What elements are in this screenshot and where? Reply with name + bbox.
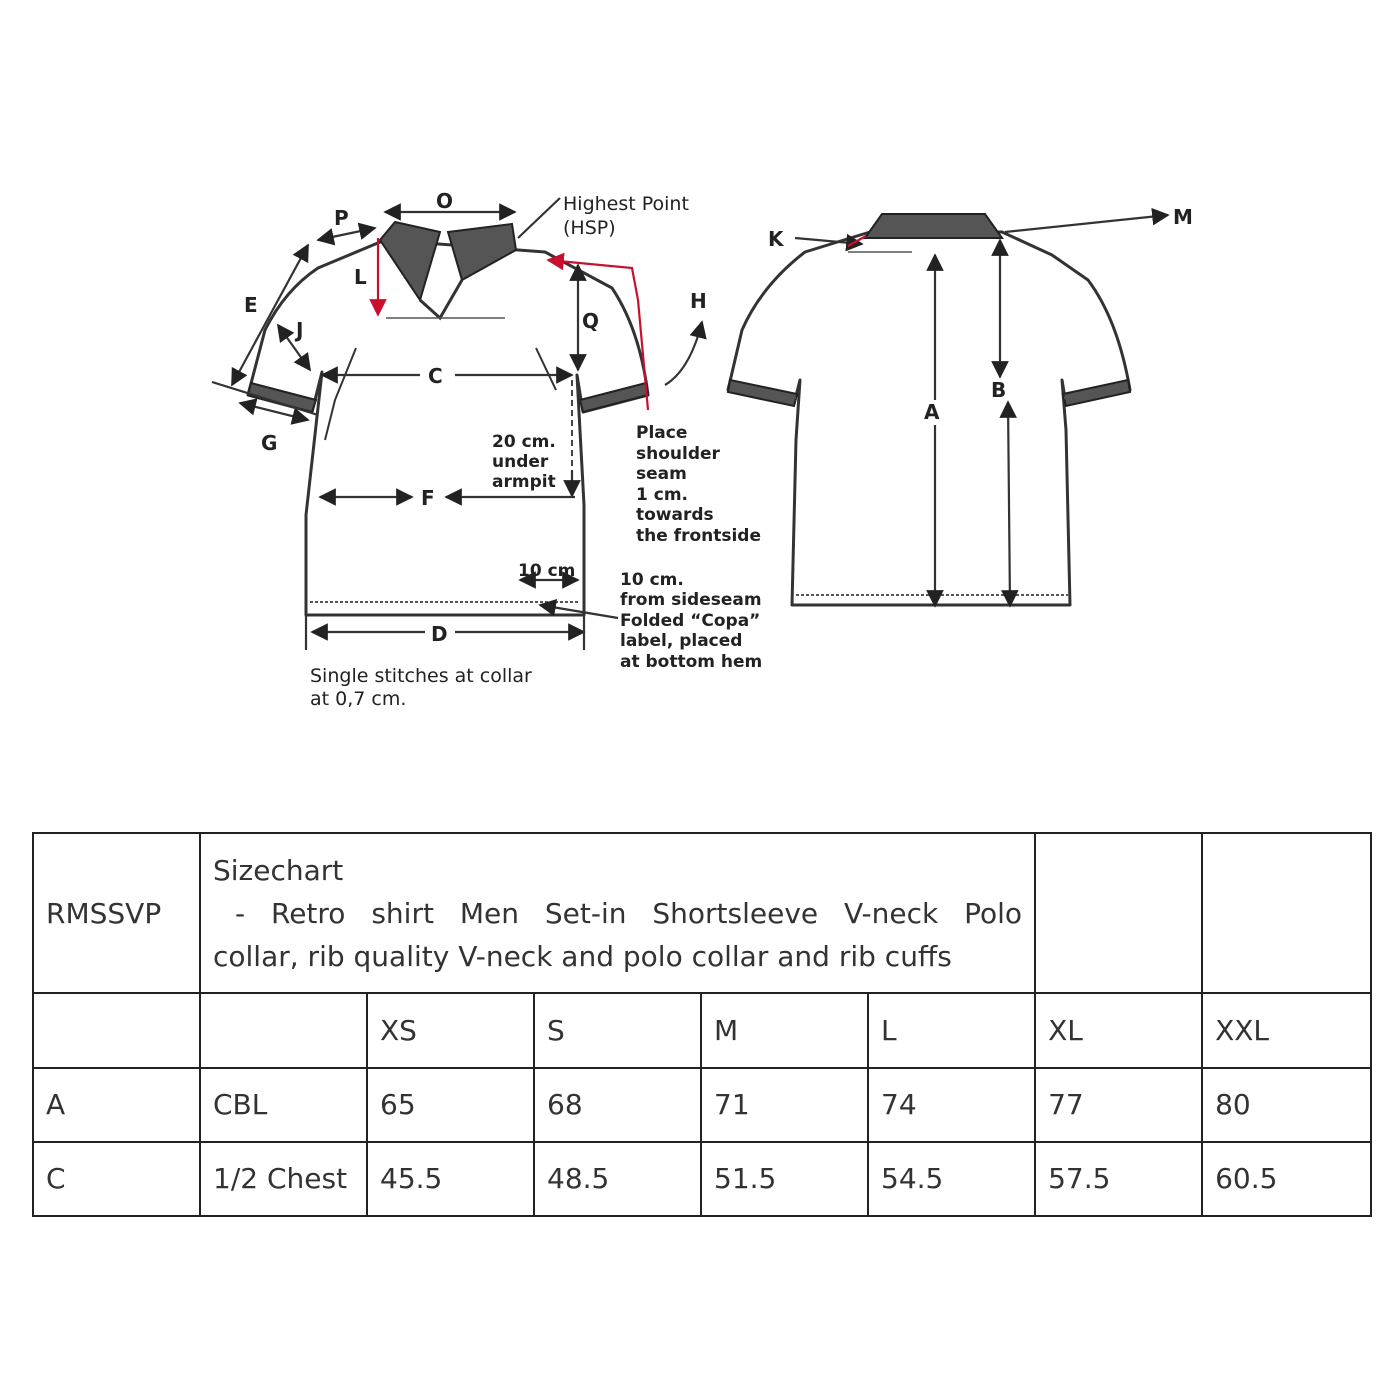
size-xxl: XXL xyxy=(1202,993,1371,1067)
stitch-note-line-1: Single stitches at collar xyxy=(310,665,532,687)
label-note-line-3: Folded “Copa” xyxy=(620,611,761,631)
back-collar xyxy=(865,214,1002,238)
label-D: D xyxy=(431,622,448,646)
size-l: L xyxy=(868,993,1035,1067)
label-H: H xyxy=(690,289,707,313)
empty-header-cell xyxy=(1202,833,1371,993)
front-shirt-body xyxy=(248,240,648,615)
size-xs: XS xyxy=(367,993,534,1067)
value-cell: 77 xyxy=(1035,1068,1202,1142)
table-row xyxy=(33,1142,1371,1216)
stitch-note-line-2: at 0,7 cm. xyxy=(310,688,407,710)
label-E: E xyxy=(244,293,258,317)
label-C: C xyxy=(428,364,443,388)
value-cell: 48.5 xyxy=(534,1142,701,1216)
dim-M xyxy=(1005,215,1168,232)
size-m: M xyxy=(701,993,868,1067)
dim-H xyxy=(665,322,702,385)
size-xl: XL xyxy=(1035,993,1202,1067)
label-note-line-1: 10 cm. xyxy=(620,570,684,590)
shoulder-note-line-2: shoulder xyxy=(636,444,720,464)
label-K: K xyxy=(768,227,784,251)
label-G: G xyxy=(261,431,278,455)
label-A: A xyxy=(924,400,940,424)
armpit-note-line-3: armpit xyxy=(492,472,556,492)
size-header-row xyxy=(33,993,1371,1067)
measure-code: A xyxy=(33,1068,200,1142)
value-cell: 71 xyxy=(701,1068,868,1142)
value-cell: 60.5 xyxy=(1202,1142,1371,1216)
label-note-line-2: from sideseam xyxy=(620,590,762,610)
empty-header-cell xyxy=(1035,833,1202,993)
label-J: J xyxy=(296,318,304,342)
front-shirt xyxy=(248,222,648,615)
size-chart-table xyxy=(32,832,1372,1217)
label-note-line-5: at bottom hem xyxy=(620,652,763,672)
hsp-pointer xyxy=(518,198,560,238)
label-note-line-4: label, placed xyxy=(620,631,743,651)
hsp-line-2: (HSP) xyxy=(563,217,616,239)
label-L: L xyxy=(354,265,367,289)
label-P: P xyxy=(334,206,349,230)
value-cell: 68 xyxy=(534,1068,701,1142)
hsp-line-1: Highest Point xyxy=(563,193,689,215)
value-cell: 65 xyxy=(367,1068,534,1142)
value-cell: 57.5 xyxy=(1035,1142,1202,1216)
sizechart-title: Sizechart xyxy=(213,853,344,887)
product-description-line-1: - Retro shirt Men Set-in Shortsleeve V-neck Polo xyxy=(235,896,1023,930)
product-description-line-2: collar, rib quality V-neck and polo collar and rib cuffs xyxy=(213,939,952,973)
shoulder-note-line-3: seam xyxy=(636,464,687,484)
label-F: F xyxy=(421,486,435,510)
shoulder-note-line-6: the frontside xyxy=(636,526,762,546)
value-cell: 80 xyxy=(1202,1068,1371,1142)
table-header-row xyxy=(33,833,1371,993)
shoulder-note-line-1: Place xyxy=(636,423,688,443)
armpit-note-line-1: 20 cm. xyxy=(492,432,556,452)
ten-cm-note: 10 cm xyxy=(518,561,576,581)
empty-cell xyxy=(200,993,367,1067)
measure-code: C xyxy=(33,1142,200,1216)
product-description-cell xyxy=(200,833,1035,993)
value-cell: 51.5 xyxy=(701,1142,868,1216)
size-s: S xyxy=(534,993,701,1067)
label-M: M xyxy=(1173,205,1193,229)
measure-name: 1/2 Chest xyxy=(200,1142,367,1216)
product-code-cell: RMSSVP xyxy=(33,833,200,993)
value-cell: 45.5 xyxy=(367,1142,534,1216)
measure-name: CBL xyxy=(200,1068,367,1142)
label-B: B xyxy=(991,378,1007,402)
label-Q: Q xyxy=(582,309,600,333)
value-cell: 74 xyxy=(868,1068,1035,1142)
shoulder-note-line-5: towards xyxy=(636,505,714,525)
label-O: O xyxy=(436,189,454,213)
table-row xyxy=(33,1068,1371,1142)
shoulder-note-line-4: 1 cm. xyxy=(636,485,688,505)
empty-cell xyxy=(33,993,200,1067)
armpit-note-line-2: under xyxy=(492,452,549,472)
value-cell: 54.5 xyxy=(868,1142,1035,1216)
